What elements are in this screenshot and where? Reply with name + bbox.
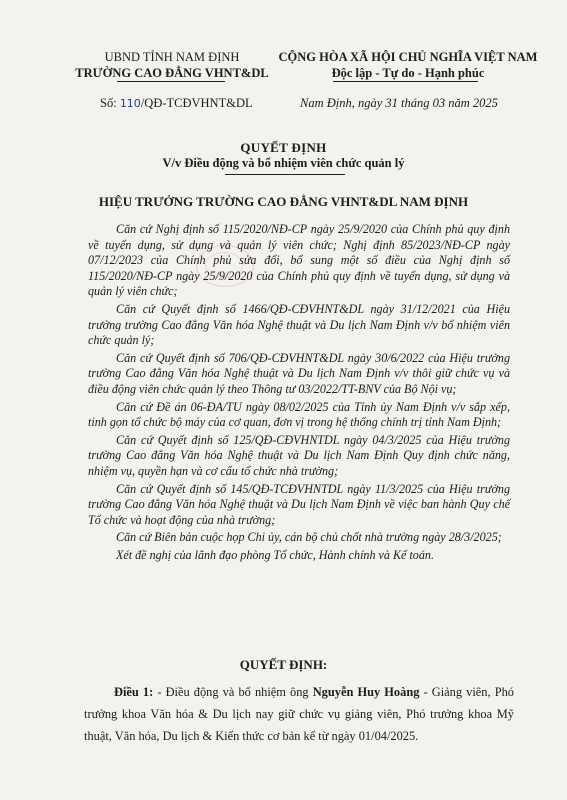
ground-paragraph: Căn cứ Quyết định số 145/QĐ-TCĐVHNTDL ngày 11/3/2025 của Hiệu trưởng trường Cao đẳng Văn hóa Nghệ thuật và Du lịch Nam Định về việc ban hành Quy chế Tổ chức và hoạt động của nhà trường; bbox=[88, 481, 510, 527]
agency-name: UBND TỈNH NAM ĐỊNH bbox=[104, 50, 240, 64]
document-title: QUYẾT ĐỊNH bbox=[240, 140, 327, 155]
article-1-rest: - Giảng viên, Phó trưởng khoa Văn hóa & Du lịch nay giữ chức vụ giảng viên, Phó trưởng khoa Mỹ thuật, Văn hóa, Du lịch & Kiến thức cơ bản kể từ ngày 01/04/2025. bbox=[84, 685, 514, 743]
article-1-text bbox=[84, 681, 514, 747]
issue-date: Nam Định, ngày 31 tháng 03 năm 2025 bbox=[300, 96, 498, 110]
document-number bbox=[100, 96, 253, 111]
motto-underline bbox=[333, 81, 478, 82]
issuing-agency-block bbox=[72, 49, 272, 81]
doc-number-prefix: Số: bbox=[100, 96, 120, 110]
article-1-lead: - Điều động và bổ nhiệm ông bbox=[157, 685, 313, 699]
decision-heading: QUYẾT ĐỊNH: bbox=[239, 657, 328, 672]
article-1 bbox=[84, 681, 514, 747]
ground-paragraph: Căn cứ Quyết định số 125/QĐ-CĐVHNTDL ngày 04/3/2025 của Hiệu trưởng trường Cao đẳng Văn hóa Nghệ thuật và Du lịch Nam Định Quy định chức năng, nhiệm vụ, quyền hạn và cơ cấu tổ chức nhà trường; bbox=[88, 432, 510, 478]
document-subject: V/v Điều động và bổ nhiệm viên chức quản lý bbox=[162, 156, 405, 170]
school-name: TRƯỜNG CAO ĐẲNG VHNT&DL bbox=[75, 66, 269, 80]
subject-underline bbox=[225, 174, 345, 175]
ground-paragraph: Xét đề nghị của lãnh đạo phòng Tổ chức, Hành chính và Kế toán. bbox=[116, 547, 434, 562]
article-1-label: Điều 1: bbox=[114, 685, 158, 699]
ground-paragraph: Căn cứ Quyết định số 1466/QĐ-CĐVHNT&DL ngày 31/12/2021 của Hiệu trưởng trường Cao đẳng Văn hóa Nghệ thuật và Du lịch Nam Định v/v bổ nhiệm viên chức quản lý; bbox=[88, 301, 510, 348]
doc-number-handwritten: 110 bbox=[119, 97, 141, 110]
ground-paragraph: Căn cứ Đề án 06-ĐA/TU ngày 08/02/2025 của Tỉnh ủy Nam Định v/v sắp xếp, tinh gọn tổ chức bộ máy của cơ quan, đơn vị trong hệ thống chính trị tỉnh Nam Định; bbox=[88, 399, 510, 430]
national-motto: Độc lập - Tự do - Hạnh phúc bbox=[331, 66, 485, 80]
issuer-title: HIỆU TRƯỞNG TRƯỜNG CAO ĐẲNG VHNT&DL NAM ĐỊNH bbox=[98, 194, 469, 209]
doc-number-suffix: /QĐ-TCĐVHNT&DL bbox=[140, 96, 253, 110]
ground-paragraph: Căn cứ Nghị định số 115/2020/NĐ-CP ngày 25/9/2020 của Chính phủ quy định về tuyển dụng, sử dụng và quản lý viên chức; Nghị định 85/2023/NĐ-CP ngày 07/12/2023 của Chính phủ sửa đổi, bổ sung một số điều của Nghị định số 115/2020/NĐ-CP ngày 25/9/2020 của Chính phủ quy định về tuyển dụng, sử dụng và quản lý viên chức; bbox=[88, 222, 510, 299]
republic-name: CỘNG HÒA XÃ HỘI CHỦ NGHĨA VIỆT NAM bbox=[278, 50, 538, 64]
ground-paragraph: Căn cứ Biên bản cuộc họp Chi ủy, cán bộ chủ chốt nhà trường ngày 28/3/2025; bbox=[116, 530, 502, 545]
appointee-name: Nguyễn Huy Hoàng bbox=[312, 685, 420, 699]
ground-paragraph: Căn cứ Quyết định số 706/QĐ-CĐVHNT&DL ngày 30/6/2022 của Hiệu trưởng trường Cao đẳng Văn hóa Nghệ thuật và Du lịch Nam Định v/v thôi giữ chức vụ và điều động viên chức quản lý theo Thông tư 03/2022/TT-BNV của Bộ Nội vụ; bbox=[88, 350, 510, 396]
national-title-block bbox=[268, 49, 548, 81]
agency-underline bbox=[117, 81, 225, 82]
legal-grounds bbox=[88, 222, 510, 565]
